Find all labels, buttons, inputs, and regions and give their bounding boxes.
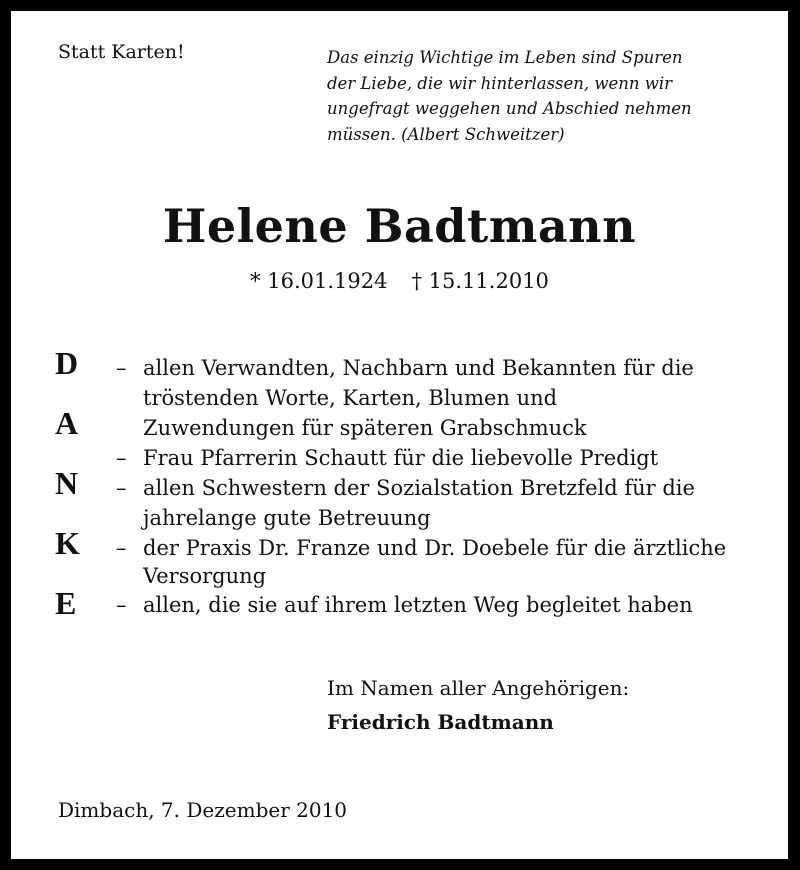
dash: – bbox=[116, 446, 127, 470]
thanks-line bbox=[116, 353, 694, 383]
thanks-line bbox=[116, 590, 693, 620]
death-date: † 15.11.2010 bbox=[411, 269, 549, 293]
quote-line: der Liebe, die wir hinterlassen, wenn wir bbox=[327, 73, 673, 93]
danke-letter: N bbox=[55, 465, 79, 501]
line-text: allen Schwestern der Sozialstation Bretzfeld für die bbox=[143, 476, 695, 500]
line-text: Frau Pfarrerin Schautt für die liebevolle Predigt bbox=[143, 446, 659, 470]
dash: – bbox=[116, 476, 127, 500]
statt-karten: Statt Karten! bbox=[58, 41, 185, 63]
thanks-line: Zuwendungen für späteren Grabschmuck bbox=[143, 416, 587, 440]
dash: – bbox=[116, 356, 127, 380]
death-notice bbox=[11, 11, 788, 859]
line-text: allen Verwandten, Nachbarn und Bekannten für die bbox=[143, 356, 694, 380]
dash: – bbox=[116, 593, 127, 617]
dash: – bbox=[116, 536, 127, 560]
quote-line: ungefragt weggehen und Abschied nehmen bbox=[327, 99, 692, 118]
line-text: der Praxis Dr. Franze und Dr. Doebele für die ärztliche bbox=[143, 536, 727, 560]
danke-letter: A bbox=[55, 405, 79, 441]
thanks-line: Versorgung bbox=[143, 564, 267, 588]
birth-date: * 16.01.1924 bbox=[250, 269, 388, 293]
danke-letter: K bbox=[55, 525, 80, 561]
quote-line: Das einzig Wichtige im Leben sind Spuren bbox=[327, 48, 683, 67]
thanks-line: jahrelange gute Betreuung bbox=[143, 506, 431, 530]
thanks-line: tröstenden Worte, Karten, Blumen und bbox=[143, 386, 558, 410]
danke-letter: E bbox=[55, 585, 77, 621]
thanks-line bbox=[116, 473, 695, 503]
signature-name: Friedrich Badtmann bbox=[327, 710, 554, 734]
thanks-line bbox=[116, 443, 658, 473]
dates bbox=[11, 269, 788, 293]
signature-intro: Im Namen aller Angehörigen: bbox=[327, 676, 630, 700]
place-date: Dimbach, 7. Dezember 2010 bbox=[58, 798, 348, 822]
thanks-line bbox=[116, 533, 726, 563]
deceased-name: Helene Badtmann bbox=[162, 199, 637, 253]
quote-line: müssen. (Albert Schweitzer) bbox=[327, 124, 565, 144]
danke-letter: D bbox=[55, 345, 79, 381]
line-text: allen, die sie auf ihrem letzten Weg begleitet haben bbox=[143, 593, 693, 617]
quote bbox=[327, 45, 692, 147]
